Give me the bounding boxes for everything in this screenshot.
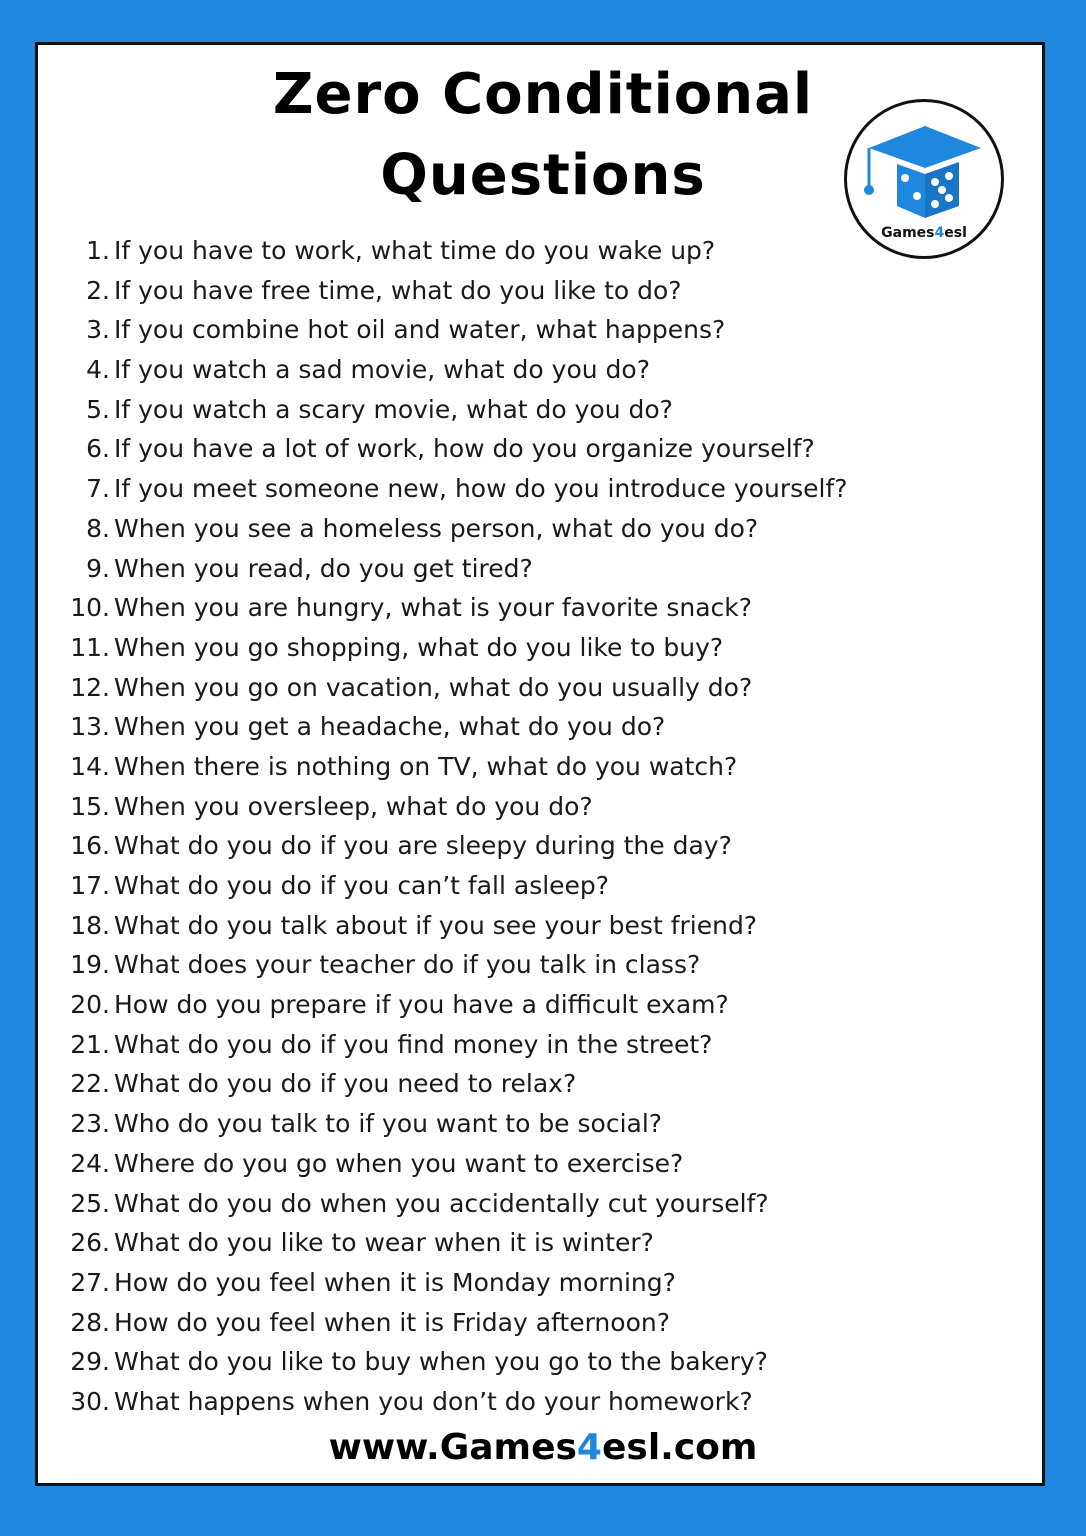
question-number: 11. [70,632,110,662]
question-text: Who do you talk to if you want to be social? [114,1109,663,1139]
question-text: What happens when you don’t do your homework? [114,1386,753,1416]
question-text: What do you talk about if you see your best friend? [114,910,758,940]
question-list [38,231,1048,1422]
question-text: If you have to work, what time do you wake up? [114,236,716,265]
question-number: 20. [70,990,110,1020]
question-number: 18. [70,910,110,940]
question-text: If you have free time, what do you like to do? [114,275,682,305]
list-item [38,985,1048,1025]
list-item [38,1263,1048,1303]
question-text: What do you do when you accidentally cut yourself? [114,1188,769,1218]
worksheet-card [35,42,1045,1486]
question-text: If you have a lot of work, how do you organize yourself? [114,434,815,464]
list-item [38,1025,1048,1065]
question-text: Where do you go when you want to exercise? [114,1148,684,1178]
question-text: If you watch a scary movie, what do you do? [114,394,673,424]
question-number: 16. [70,831,110,861]
question-text: How do you feel when it is Monday morning? [114,1267,676,1297]
list-item [38,747,1048,787]
logo-wordmark: Games4esl [881,225,967,241]
question-number: 2. [86,275,110,305]
question-number: 6. [86,434,110,464]
question-text: What do you like to buy when you go to the bakery? [114,1347,768,1377]
question-number: 25. [70,1188,110,1218]
question-text: What do you do if you can’t fall asleep? [114,871,610,900]
question-text: When you go shopping, what do you like to buy? [114,632,724,662]
list-item [38,906,1048,946]
question-number: 8. [86,513,110,543]
question-number: 3. [86,315,110,345]
question-number: 14. [70,751,110,781]
question-text: What does your teacher do if you talk in class? [114,950,701,980]
list-item [38,866,1048,906]
question-number: 9. [86,553,110,583]
question-text: What do you do if you find money in the street? [114,1029,713,1059]
question-number: 24. [70,1148,110,1178]
question-text: When you oversleep, what do you do? [114,791,593,821]
question-number: 22. [70,1069,110,1099]
list-item [38,1184,1048,1224]
question-number: 4. [86,355,110,385]
website-url: www.Games4esl.com [328,1427,758,1468]
list-item [38,787,1048,827]
question-number: 23. [70,1109,110,1139]
question-text: What do you like to wear when it is winter? [114,1228,654,1258]
question-text: When you are hungry, what is your favorite snack? [114,593,753,623]
list-item [38,1303,1048,1343]
list-item [38,1342,1048,1382]
question-text: When there is nothing on TV, what do you watch? [114,751,738,781]
question-number: 5. [86,394,110,424]
page-title-line-1: Zero Conditional [272,62,814,127]
list-item [38,1223,1048,1263]
question-number: 30. [70,1386,110,1416]
list-item [38,1064,1048,1104]
question-text: If you meet someone new, how do you introduce yourself? [114,474,848,504]
question-number: 21. [70,1029,110,1059]
list-item [38,1382,1048,1422]
question-text: When you read, do you get tired? [114,553,533,583]
list-item [38,549,1048,589]
question-number: 15. [70,791,110,821]
question-text: When you get a headache, what do you do? [114,712,666,742]
question-text: How do you feel when it is Friday afternoon? [114,1307,670,1337]
list-item [38,628,1048,668]
list-item [38,707,1048,747]
question-number: 7. [86,474,110,504]
question-number: 29. [70,1347,110,1377]
list-item [38,310,1048,350]
question-number: 19. [70,950,110,980]
question-number: 13. [70,712,110,742]
question-text: If you combine hot oil and water, what happens? [114,315,726,345]
list-item [38,668,1048,708]
question-text: How do you prepare if you have a difficult exam? [114,990,729,1020]
question-number: 1. [86,236,110,265]
list-item [38,469,1048,509]
question-number: 10. [70,593,110,623]
question-text: When you see a homeless person, what do you do? [114,513,759,543]
list-item [38,826,1048,866]
question-text: When you go on vacation, what do you usually do? [114,672,753,702]
page-title-line-2: Questions [380,143,706,208]
list-item [38,390,1048,430]
question-number: 26. [70,1228,110,1258]
list-item [38,429,1048,469]
list-item [38,231,1048,271]
list-item [38,945,1048,985]
question-text: What do you do if you need to relax? [114,1069,577,1099]
question-number: 28. [70,1307,110,1337]
question-number: 17. [70,871,110,900]
list-item [38,588,1048,628]
question-number: 12. [70,672,110,702]
list-item [38,350,1048,390]
list-item [38,1144,1048,1184]
list-item [38,1104,1048,1144]
question-number: 27. [70,1267,110,1297]
question-text: What do you do if you are sleepy during the day? [114,831,732,861]
question-text: If you watch a sad movie, what do you do? [114,355,650,385]
list-item [38,509,1048,549]
list-item [38,271,1048,311]
